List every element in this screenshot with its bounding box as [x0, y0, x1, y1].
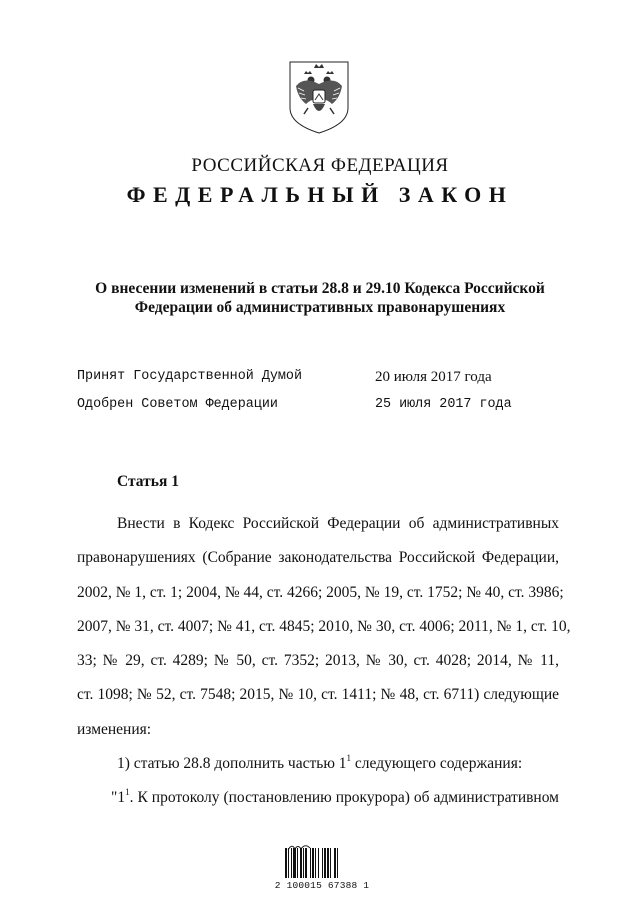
body-line: 2007, № 31, ст. 4007; № 41, ст. 4845; 2010, № 30, ст. 4006; 2011, № 1, ст. 10,	[77, 617, 571, 635]
adopted-date: 20 июля 2017 года	[375, 369, 492, 385]
law-type-heading: ФЕДЕРАЛЬНЫЙ ЗАКОН	[126, 182, 514, 207]
body-line: изменения:	[77, 720, 152, 738]
law-title-line: Федерации об административных правонарушениях	[134, 299, 506, 316]
body-line: 33; № 29, ст. 4289; № 50, ст. 7352; 2013, № 30, ст. 4028; 2014, № 11,	[77, 652, 559, 670]
country-name: РОССИЙСКАЯ ФЕДЕРАЦИЯ	[191, 155, 449, 176]
coat-of-arms-icon	[284, 58, 354, 136]
barcode-number: 2 100015 67388 1	[274, 880, 370, 891]
body-line: правонарушениях (Собрание законодательства Российской Федерации,	[77, 549, 559, 567]
quoted-text: "$1^1$. К протоколу (постановлению прокурора) об административном	[111, 787, 559, 807]
law-title-line: О внесении изменений в статьи 28.8 и 29.10 Кодекса Российской	[95, 280, 545, 297]
law-title	[60, 279, 580, 317]
body-line: ст. 1098; № 52, ст. 7548; 2015, № 10, ст. 1411; № 48, ст. 6711) следующие	[77, 686, 559, 704]
barcode	[285, 848, 355, 883]
adopted-label: Принят Государственной Думой	[77, 369, 302, 384]
article-heading: Статья 1	[117, 473, 179, 490]
amendment-item: 1) статью 28.8 дополнить частью $1^1$ следующего содержания:	[117, 753, 523, 773]
approved-label: Одобрен Советом Федерации	[77, 397, 278, 412]
body-line: 2002, № 1, ст. 1; 2004, № 44, ст. 4266; 2005, № 19, ст. 1752; № 40, ст. 3986;	[77, 583, 564, 601]
article-body	[77, 507, 571, 816]
body-line: Внести в Кодекс Российской Федерации об административных	[117, 515, 559, 532]
approved-date: 25 июля 2017 года	[375, 397, 512, 412]
